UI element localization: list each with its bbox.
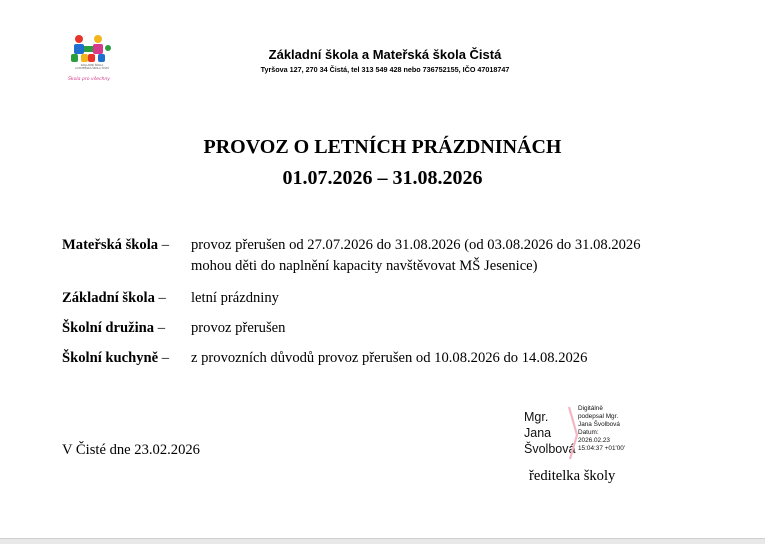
school-name: Základní škola a Mateřská škola Čistá: [268, 47, 502, 62]
row-label: Školní kuchyně: [62, 350, 159, 366]
row-dash: –: [154, 320, 166, 336]
logo-slogan: Škola pro všechny: [68, 77, 111, 82]
row-value: provoz přerušen od 27.07.2026 do 31.08.2026 (od 03.08.2026 do 31.08.2026: [191, 237, 641, 253]
place-date: V Čisté dne 23.02.2026: [62, 442, 200, 458]
row-label: Školní družina: [62, 320, 155, 336]
school-logo-icon: [68, 34, 116, 64]
logo-caption: ZÁKLADNÍ ŠKOLA A MATEŘSKÁ ŠKOLA ČISTÁ: [74, 64, 110, 70]
row-dash: –: [154, 290, 166, 306]
row-label: Základní škola: [62, 290, 155, 306]
digital-signature-info: Digitálně podepsal Mgr. Jana Švolbová Datum: 2026.02.23 15:04:37 +01'00': [578, 405, 626, 452]
signer-role: ředitelka školy: [529, 468, 616, 484]
row-value: z provozních důvodů provoz přerušen od 10.08.2026 do 14.08.2026: [191, 350, 588, 366]
row-label: Mateřská škola: [62, 237, 159, 253]
row-dash: –: [158, 350, 170, 366]
row-value: letní prázdniny: [191, 290, 279, 306]
row-zakladni-skola: [62, 288, 279, 309]
school-address: Tyršova 127, 270 34 Čistá, tel 313 549 428 nebo 736752155, IČO 47018747: [260, 65, 510, 74]
row-value-line2: mohou děti do naplnění kapacity navštěvovat MŠ Jesenice): [191, 258, 538, 274]
row-value: provoz přerušen: [191, 320, 286, 336]
school-logo: [68, 34, 116, 86]
row-materska-skola: [62, 235, 641, 274]
row-skolni-druzina: [62, 318, 286, 339]
document-title: PROVOZ O LETNÍCH PRÁZDNINÁCH: [203, 136, 562, 158]
document-dates: 01.07.2026 – 31.08.2026: [282, 167, 483, 189]
signer-name: Mgr. Jana Švolbová: [524, 410, 576, 456]
row-skolni-kuchyne: [62, 348, 588, 369]
page-edge: [0, 538, 765, 544]
row-dash: –: [158, 237, 170, 253]
